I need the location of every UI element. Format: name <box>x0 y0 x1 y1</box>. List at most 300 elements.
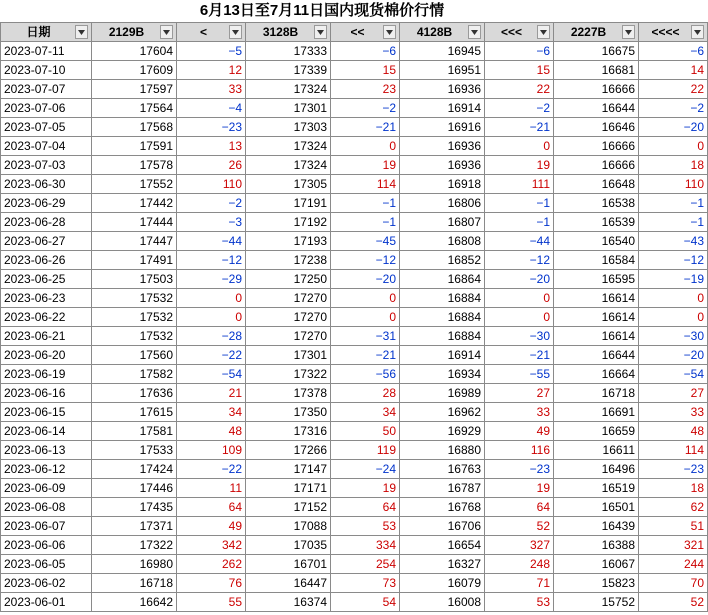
cell-price-p3128: 17303 <box>246 118 331 137</box>
cell-change-c3128: −12 <box>331 251 400 270</box>
cell-price-p3128: 17191 <box>246 194 331 213</box>
cell-change-c2227: 52 <box>639 593 708 612</box>
cell-change-c4128: 27 <box>485 384 554 403</box>
table-row <box>1 251 708 270</box>
cell-change-c2227: −20 <box>639 118 708 137</box>
cell-change-c4128: −20 <box>485 270 554 289</box>
cell-change-c3128: 53 <box>331 517 400 536</box>
cell-date: 2023-06-09 <box>1 479 92 498</box>
cell-change-c2129: 26 <box>177 156 246 175</box>
cell-change-c3128: 0 <box>331 308 400 327</box>
cell-change-c2227: 0 <box>639 137 708 156</box>
cell-date: 2023-06-07 <box>1 517 92 536</box>
cell-price-p4128: 16914 <box>400 99 485 118</box>
cell-date: 2023-06-27 <box>1 232 92 251</box>
column-header-change-4128b[interactable] <box>485 23 554 42</box>
cell-price-p2129: 17322 <box>92 536 177 555</box>
cell-change-c3128: 73 <box>331 574 400 593</box>
column-header-change-2227b[interactable] <box>639 23 708 42</box>
cell-price-p4128: 16787 <box>400 479 485 498</box>
table-row <box>1 118 708 137</box>
cell-price-p2227: 16659 <box>554 422 639 441</box>
cell-price-p2227: 16067 <box>554 555 639 574</box>
cell-change-c2129: 262 <box>177 555 246 574</box>
filter-dropdown-icon[interactable] <box>314 25 327 39</box>
cell-price-p4128: 16806 <box>400 194 485 213</box>
cell-price-p2227: 16644 <box>554 346 639 365</box>
cell-date: 2023-06-25 <box>1 270 92 289</box>
cell-change-c2227: 0 <box>639 308 708 327</box>
column-header-2227b[interactable] <box>554 23 639 42</box>
cell-change-c2129: −3 <box>177 213 246 232</box>
cell-price-p3128: 17270 <box>246 289 331 308</box>
cell-date: 2023-06-22 <box>1 308 92 327</box>
column-header-label: 4128B <box>416 25 453 39</box>
cell-change-c4128: 52 <box>485 517 554 536</box>
cell-change-c2227: −2 <box>639 99 708 118</box>
column-header-label: <<< <box>500 25 523 39</box>
cell-price-p3128: 17333 <box>246 42 331 61</box>
cell-change-c4128: 49 <box>485 422 554 441</box>
cell-price-p4128: 16951 <box>400 61 485 80</box>
cell-change-c4128: 19 <box>485 479 554 498</box>
table-row <box>1 42 708 61</box>
cell-price-p2129: 17532 <box>92 289 177 308</box>
cell-price-p2227: 16646 <box>554 118 639 137</box>
cell-change-c2129: 342 <box>177 536 246 555</box>
cell-price-p2129: 17435 <box>92 498 177 517</box>
cell-price-p2129: 17609 <box>92 61 177 80</box>
cell-price-p2129: 17597 <box>92 80 177 99</box>
cell-price-p2129: 17552 <box>92 175 177 194</box>
table-body <box>1 42 708 612</box>
cell-price-p2227: 15752 <box>554 593 639 612</box>
cell-date: 2023-07-07 <box>1 80 92 99</box>
cell-change-c4128: −1 <box>485 194 554 213</box>
cell-price-p2129: 17582 <box>92 365 177 384</box>
cell-price-p4128: 16918 <box>400 175 485 194</box>
cell-price-p2227: 16611 <box>554 441 639 460</box>
cell-change-c4128: −6 <box>485 42 554 61</box>
column-header-label: 2129B <box>108 25 145 39</box>
cell-date: 2023-06-16 <box>1 384 92 403</box>
cell-price-p4128: 16914 <box>400 346 485 365</box>
column-header-label: <<<< <box>651 25 680 39</box>
cell-date: 2023-06-02 <box>1 574 92 593</box>
cell-price-p3128: 17193 <box>246 232 331 251</box>
cell-price-p2129: 16642 <box>92 593 177 612</box>
column-header-label: 2227B <box>570 25 607 39</box>
cell-price-p4128: 16934 <box>400 365 485 384</box>
cell-change-c2227: −23 <box>639 460 708 479</box>
table-row <box>1 213 708 232</box>
cell-date: 2023-07-11 <box>1 42 92 61</box>
cell-change-c2129: −44 <box>177 232 246 251</box>
cell-price-p4128: 16327 <box>400 555 485 574</box>
cell-change-c4128: 116 <box>485 441 554 460</box>
cell-price-p2227: 16540 <box>554 232 639 251</box>
cell-price-p2227: 16496 <box>554 460 639 479</box>
cell-price-p3128: 16374 <box>246 593 331 612</box>
column-header-4128b[interactable] <box>400 23 485 42</box>
cell-change-c2227: −12 <box>639 251 708 270</box>
cell-change-c4128: 22 <box>485 80 554 99</box>
cell-price-p4128: 16880 <box>400 441 485 460</box>
column-header-2129b[interactable] <box>92 23 177 42</box>
cell-change-c3128: −21 <box>331 118 400 137</box>
cell-price-p2227: 16595 <box>554 270 639 289</box>
cell-price-p4128: 16808 <box>400 232 485 251</box>
table-row <box>1 403 708 422</box>
cell-change-c2129: 11 <box>177 479 246 498</box>
cell-change-c2227: −20 <box>639 346 708 365</box>
cell-change-c3128: 50 <box>331 422 400 441</box>
cell-price-p4128: 16706 <box>400 517 485 536</box>
cell-price-p2227: 16388 <box>554 536 639 555</box>
cell-price-p2129: 17636 <box>92 384 177 403</box>
cell-date: 2023-06-15 <box>1 403 92 422</box>
table-row <box>1 384 708 403</box>
cell-price-p2227: 16539 <box>554 213 639 232</box>
cell-date: 2023-06-19 <box>1 365 92 384</box>
cell-change-c2227: −54 <box>639 365 708 384</box>
cell-price-p4128: 16852 <box>400 251 485 270</box>
cell-change-c3128: 114 <box>331 175 400 194</box>
cell-change-c2129: −5 <box>177 42 246 61</box>
cell-date: 2023-06-21 <box>1 327 92 346</box>
cell-price-p2129: 17615 <box>92 403 177 422</box>
cell-price-p2227: 16718 <box>554 384 639 403</box>
cell-price-p2129: 17371 <box>92 517 177 536</box>
filter-dropdown-icon[interactable] <box>537 25 550 39</box>
cell-price-p3128: 17322 <box>246 365 331 384</box>
cell-price-p4128: 16884 <box>400 289 485 308</box>
cell-price-p3128: 17171 <box>246 479 331 498</box>
table-row <box>1 346 708 365</box>
cell-price-p3128: 17192 <box>246 213 331 232</box>
cell-date: 2023-06-28 <box>1 213 92 232</box>
table-row <box>1 479 708 498</box>
cell-date: 2023-07-04 <box>1 137 92 156</box>
column-header-label: 3128B <box>262 25 299 39</box>
cell-date: 2023-06-08 <box>1 498 92 517</box>
cell-change-c2227: −30 <box>639 327 708 346</box>
cell-date: 2023-06-13 <box>1 441 92 460</box>
table-row <box>1 460 708 479</box>
table-row <box>1 194 708 213</box>
cell-date: 2023-06-01 <box>1 593 92 612</box>
cell-change-c3128: −21 <box>331 346 400 365</box>
cell-change-c2129: −12 <box>177 251 246 270</box>
cell-change-c4128: 0 <box>485 289 554 308</box>
cell-price-p4128: 16763 <box>400 460 485 479</box>
table-row <box>1 137 708 156</box>
cell-price-p4128: 16079 <box>400 574 485 593</box>
cell-date: 2023-06-05 <box>1 555 92 574</box>
table-row <box>1 536 708 555</box>
filter-dropdown-icon[interactable] <box>622 25 635 39</box>
cell-change-c4128: −2 <box>485 99 554 118</box>
cell-change-c3128: 0 <box>331 137 400 156</box>
cell-change-c2227: 48 <box>639 422 708 441</box>
cell-change-c2129: 64 <box>177 498 246 517</box>
cell-price-p2129: 17503 <box>92 270 177 289</box>
cell-change-c2227: −6 <box>639 42 708 61</box>
cell-price-p3128: 16447 <box>246 574 331 593</box>
cell-price-p2227: 16666 <box>554 156 639 175</box>
cell-change-c4128: −30 <box>485 327 554 346</box>
filter-dropdown-icon[interactable] <box>691 25 704 39</box>
cell-price-p2227: 16439 <box>554 517 639 536</box>
cell-price-p2227: 15823 <box>554 574 639 593</box>
cell-price-p2227: 16675 <box>554 42 639 61</box>
cell-change-c2227: 321 <box>639 536 708 555</box>
cell-change-c2129: −4 <box>177 99 246 118</box>
filter-dropdown-icon[interactable] <box>468 25 481 39</box>
cell-price-p3128: 17088 <box>246 517 331 536</box>
cell-price-p2129: 17560 <box>92 346 177 365</box>
cell-change-c3128: 34 <box>331 403 400 422</box>
table-row <box>1 308 708 327</box>
cell-price-p3128: 17270 <box>246 308 331 327</box>
cell-price-p2227: 16538 <box>554 194 639 213</box>
table-row <box>1 555 708 574</box>
cell-change-c2129: 13 <box>177 137 246 156</box>
table-row <box>1 99 708 118</box>
cell-price-p4128: 16936 <box>400 137 485 156</box>
cell-price-p3128: 17378 <box>246 384 331 403</box>
cell-price-p3128: 17035 <box>246 536 331 555</box>
cell-change-c3128: −1 <box>331 194 400 213</box>
cell-price-p2227: 16644 <box>554 99 639 118</box>
cell-change-c2227: −19 <box>639 270 708 289</box>
cell-price-p2129: 17532 <box>92 308 177 327</box>
table-row <box>1 441 708 460</box>
cell-price-p2129: 17533 <box>92 441 177 460</box>
cell-price-p3128: 17266 <box>246 441 331 460</box>
cell-change-c2129: −54 <box>177 365 246 384</box>
cell-change-c2129: 48 <box>177 422 246 441</box>
cell-change-c2227: 18 <box>639 479 708 498</box>
cell-change-c3128: −1 <box>331 213 400 232</box>
cell-change-c2129: −2 <box>177 194 246 213</box>
cell-price-p4128: 16008 <box>400 593 485 612</box>
cell-price-p3128: 17270 <box>246 327 331 346</box>
cell-price-p4128: 16916 <box>400 118 485 137</box>
cell-date: 2023-06-12 <box>1 460 92 479</box>
cell-price-p2129: 17444 <box>92 213 177 232</box>
cell-change-c3128: 54 <box>331 593 400 612</box>
cell-change-c3128: 23 <box>331 80 400 99</box>
cell-price-p2227: 16614 <box>554 327 639 346</box>
cell-change-c4128: −23 <box>485 460 554 479</box>
cell-change-c2129: 110 <box>177 175 246 194</box>
cell-change-c4128: 327 <box>485 536 554 555</box>
cell-price-p3128: 17301 <box>246 346 331 365</box>
cell-price-p3128: 17339 <box>246 61 331 80</box>
cell-change-c4128: 71 <box>485 574 554 593</box>
cell-change-c3128: −31 <box>331 327 400 346</box>
cell-date: 2023-06-06 <box>1 536 92 555</box>
cell-change-c4128: −44 <box>485 232 554 251</box>
cell-change-c2129: 12 <box>177 61 246 80</box>
cell-change-c4128: 53 <box>485 593 554 612</box>
cell-price-p4128: 16654 <box>400 536 485 555</box>
cell-date: 2023-06-29 <box>1 194 92 213</box>
filter-dropdown-icon[interactable] <box>75 25 88 39</box>
table-row <box>1 156 708 175</box>
cell-change-c2129: −23 <box>177 118 246 137</box>
table-row <box>1 80 708 99</box>
cell-change-c2227: 110 <box>639 175 708 194</box>
cell-date: 2023-07-10 <box>1 61 92 80</box>
cell-change-c4128: 248 <box>485 555 554 574</box>
cell-price-p2227: 16664 <box>554 365 639 384</box>
cell-price-p2227: 16681 <box>554 61 639 80</box>
cell-price-p2129: 17568 <box>92 118 177 137</box>
cell-change-c2129: 55 <box>177 593 246 612</box>
table-row <box>1 175 708 194</box>
table-header <box>1 23 708 42</box>
cell-price-p2129: 17578 <box>92 156 177 175</box>
table-row <box>1 289 708 308</box>
cell-price-p3128: 16701 <box>246 555 331 574</box>
cell-change-c2227: 51 <box>639 517 708 536</box>
price-table <box>0 22 708 612</box>
cell-change-c3128: 254 <box>331 555 400 574</box>
cell-price-p2129: 17581 <box>92 422 177 441</box>
cell-date: 2023-07-03 <box>1 156 92 175</box>
cell-change-c2129: −29 <box>177 270 246 289</box>
cell-change-c2129: −22 <box>177 460 246 479</box>
cell-price-p2129: 16980 <box>92 555 177 574</box>
table-row <box>1 422 708 441</box>
cell-price-p2129: 17532 <box>92 327 177 346</box>
filter-dropdown-icon[interactable] <box>229 25 242 39</box>
cell-price-p3128: 17152 <box>246 498 331 517</box>
cell-change-c3128: 19 <box>331 479 400 498</box>
cell-price-p2227: 16691 <box>554 403 639 422</box>
cell-price-p3128: 17324 <box>246 137 331 156</box>
cell-price-p4128: 16929 <box>400 422 485 441</box>
cell-price-p3128: 17305 <box>246 175 331 194</box>
cell-change-c4128: −21 <box>485 346 554 365</box>
cell-price-p2129: 17564 <box>92 99 177 118</box>
cell-change-c3128: −6 <box>331 42 400 61</box>
cell-price-p4128: 16936 <box>400 156 485 175</box>
cell-price-p2227: 16584 <box>554 251 639 270</box>
column-header-date[interactable] <box>1 23 92 42</box>
cell-change-c3128: −45 <box>331 232 400 251</box>
cell-change-c3128: 334 <box>331 536 400 555</box>
cell-price-p2227: 16648 <box>554 175 639 194</box>
cell-change-c4128: 111 <box>485 175 554 194</box>
cell-change-c4128: 0 <box>485 308 554 327</box>
cell-change-c3128: 0 <box>331 289 400 308</box>
cell-price-p2129: 17447 <box>92 232 177 251</box>
cell-change-c3128: −24 <box>331 460 400 479</box>
cell-price-p4128: 16962 <box>400 403 485 422</box>
cell-price-p2227: 16501 <box>554 498 639 517</box>
cell-change-c3128: −2 <box>331 99 400 118</box>
cell-change-c2129: −28 <box>177 327 246 346</box>
cell-price-p4128: 16864 <box>400 270 485 289</box>
cell-change-c2227: 33 <box>639 403 708 422</box>
cell-change-c2227: −1 <box>639 194 708 213</box>
cell-price-p3128: 17147 <box>246 460 331 479</box>
cell-price-p3128: 17324 <box>246 80 331 99</box>
cell-date: 2023-06-26 <box>1 251 92 270</box>
cell-change-c3128: 19 <box>331 156 400 175</box>
cell-price-p2227: 16666 <box>554 80 639 99</box>
cell-change-c2129: 0 <box>177 289 246 308</box>
cell-price-p3128: 17350 <box>246 403 331 422</box>
cell-change-c2227: 114 <box>639 441 708 460</box>
cell-change-c4128: 33 <box>485 403 554 422</box>
table-row <box>1 593 708 612</box>
filter-dropdown-icon[interactable] <box>383 25 396 39</box>
cell-price-p4128: 16807 <box>400 213 485 232</box>
cell-change-c2129: −22 <box>177 346 246 365</box>
cell-price-p2129: 17591 <box>92 137 177 156</box>
cell-price-p2129: 17604 <box>92 42 177 61</box>
cell-change-c2129: 33 <box>177 80 246 99</box>
cell-price-p2129: 16718 <box>92 574 177 593</box>
cell-price-p2227: 16666 <box>554 137 639 156</box>
cell-change-c4128: −12 <box>485 251 554 270</box>
cell-price-p4128: 16936 <box>400 80 485 99</box>
cell-change-c2129: 34 <box>177 403 246 422</box>
filter-dropdown-icon[interactable] <box>160 25 173 39</box>
cell-change-c2227: 244 <box>639 555 708 574</box>
cell-change-c2129: 21 <box>177 384 246 403</box>
cell-price-p2227: 16614 <box>554 308 639 327</box>
cell-change-c4128: −55 <box>485 365 554 384</box>
cell-change-c3128: −20 <box>331 270 400 289</box>
cell-change-c4128: 64 <box>485 498 554 517</box>
cell-change-c3128: 28 <box>331 384 400 403</box>
column-header-change-2129b[interactable] <box>177 23 246 42</box>
cell-price-p2227: 16614 <box>554 289 639 308</box>
cell-date: 2023-07-06 <box>1 99 92 118</box>
cell-price-p3128: 17250 <box>246 270 331 289</box>
cell-change-c4128: 0 <box>485 137 554 156</box>
cell-change-c2227: 0 <box>639 289 708 308</box>
column-header-3128b[interactable] <box>246 23 331 42</box>
cell-change-c4128: 15 <box>485 61 554 80</box>
cell-price-p2129: 17424 <box>92 460 177 479</box>
cell-change-c4128: −21 <box>485 118 554 137</box>
cell-date: 2023-06-30 <box>1 175 92 194</box>
cell-price-p4128: 16945 <box>400 42 485 61</box>
cell-change-c2129: 76 <box>177 574 246 593</box>
cell-change-c2227: 22 <box>639 80 708 99</box>
column-header-label: << <box>350 25 365 39</box>
cell-change-c4128: −1 <box>485 213 554 232</box>
table-row <box>1 270 708 289</box>
cell-date: 2023-06-23 <box>1 289 92 308</box>
cell-price-p3128: 17316 <box>246 422 331 441</box>
column-header-change-3128b[interactable] <box>331 23 400 42</box>
page-title: 6月13日至7月11日国内现货棉价行情 <box>0 0 644 22</box>
cell-price-p3128: 17301 <box>246 99 331 118</box>
cell-change-c2227: 14 <box>639 61 708 80</box>
cell-change-c3128: 119 <box>331 441 400 460</box>
column-header-label: < <box>199 25 207 39</box>
cell-change-c2227: 27 <box>639 384 708 403</box>
cell-price-p3128: 17238 <box>246 251 331 270</box>
table-row <box>1 574 708 593</box>
